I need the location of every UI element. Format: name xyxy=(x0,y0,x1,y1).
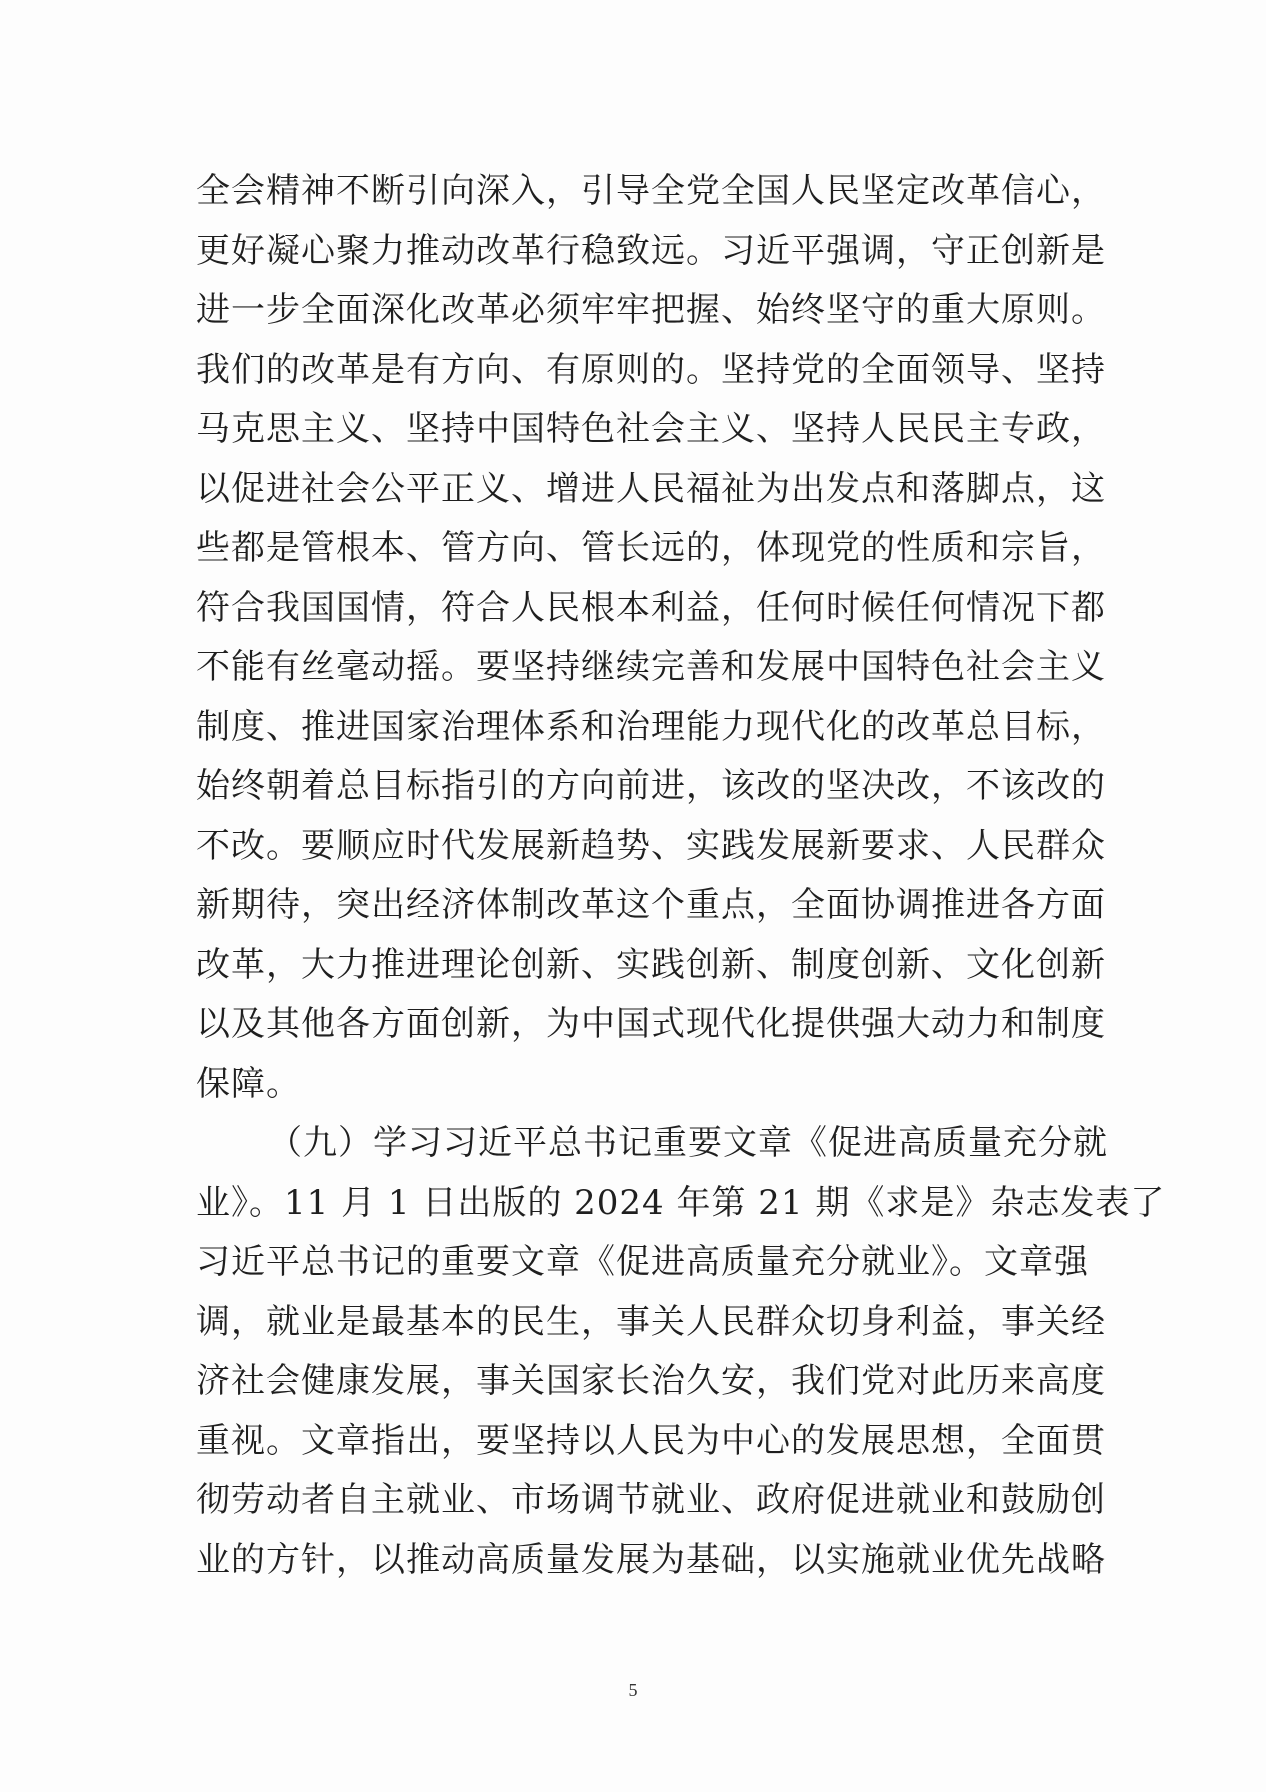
text-line: 调，就业是最基本的民生，事关人民群众切身利益，事关经 xyxy=(196,1301,1106,1342)
text-line: 彻劳动者自主就业、市场调节就业、政府促进就业和鼓励创 xyxy=(196,1480,1106,1520)
text-line: 业》。11 月 1 日出版的 2024 年第 21 期《求是》杂志发表了 xyxy=(196,1182,1166,1223)
text-line: 以促进社会公平正义、增进人民福祉为出发点和落脚点，这 xyxy=(196,468,1106,509)
page-number: 5 xyxy=(628,1680,638,1700)
text-line: 习近平总书记的重要文章《促进高质量充分就业》。文章强 xyxy=(196,1242,1089,1282)
text-line: 重视。文章指出，要坚持以人民为中心的发展思想，全面贯 xyxy=(196,1420,1106,1461)
text-line: 不改。要顺应时代发展新趋势、实践发展新要求、人民群众 xyxy=(196,825,1106,866)
section-heading-line: （九）学习习近平总书记重要文章《促进高质量充分就 xyxy=(268,1123,1108,1163)
text-line: 全会精神不断引向深入，引导全党全国人民坚定改革信心， xyxy=(196,171,1106,211)
text-line: 马克思主义、坚持中国特色社会主义、坚持人民民主专政， xyxy=(196,409,1106,449)
text-line: 符合我国国情，符合人民根本利益，任何时候任何情况下都 xyxy=(196,587,1106,628)
text-line: 些都是管根本、管方向、管长远的，体现党的性质和宗旨， xyxy=(196,528,1106,568)
text-line: 进一步全面深化改革必须牢牢把握、始终坚守的重大原则。 xyxy=(196,290,1106,330)
text-line: 改革，大力推进理论创新、实践创新、制度创新、文化创新 xyxy=(196,944,1106,985)
text-line: 以及其他各方面创新，为中国式现代化提供强大动力和制度 xyxy=(196,1004,1106,1044)
body-text xyxy=(196,162,1166,1590)
paragraph-end-line: 保障。 xyxy=(196,1063,301,1104)
text-line: 制度、推进国家治理体系和治理能力现代化的改革总目标， xyxy=(196,706,1106,747)
text-line: 业的方针，以推动高质量发展为基础，以实施就业优先战略 xyxy=(196,1539,1106,1580)
text-line: 我们的改革是有方向、有原则的。坚持党的全面领导、坚持 xyxy=(196,349,1106,390)
text-line: 新期待，突出经济体制改革这个重点，全面协调推进各方面 xyxy=(196,885,1106,925)
text-line: 始终朝着总目标指引的方向前进，该改的坚决改，不该改的 xyxy=(196,766,1106,806)
text-line: 不能有丝毫动摇。要坚持继续完善和发展中国特色社会主义 xyxy=(196,647,1106,687)
text-line: 济社会健康发展，事关国家长治久安，我们党对此历来高度 xyxy=(196,1361,1106,1401)
text-line: 更好凝心聚力推动改革行稳致远。习近平强调，守正创新是 xyxy=(196,230,1106,271)
